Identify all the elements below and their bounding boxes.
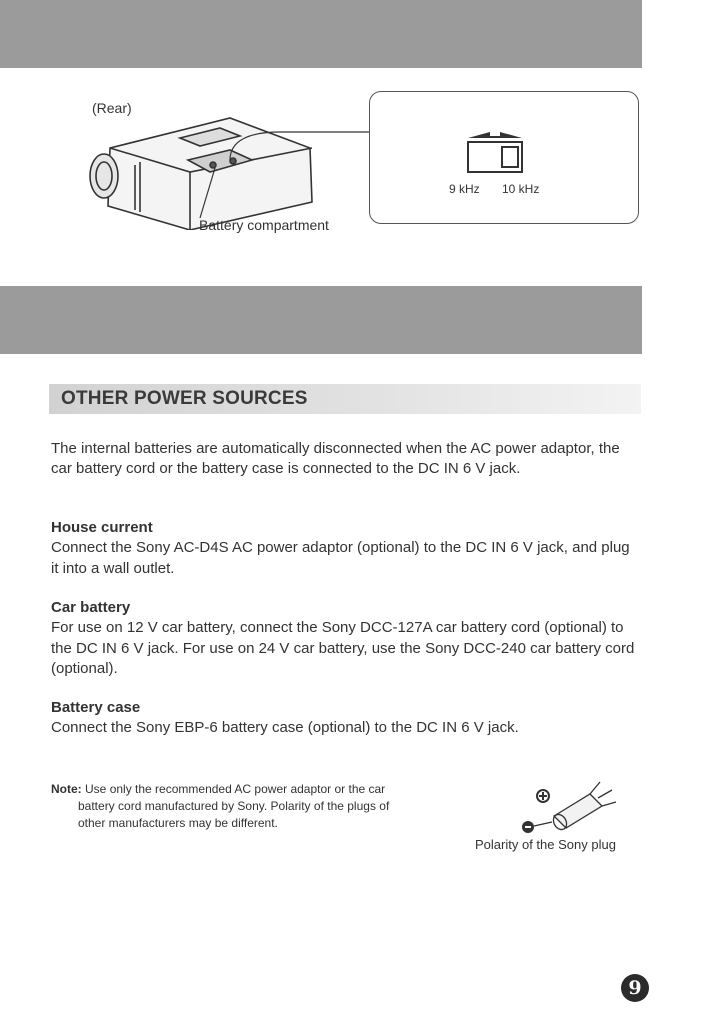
plug-caption: Polarity of the Sony plug bbox=[475, 837, 616, 852]
switch-label-10khz: 10 kHz bbox=[502, 182, 540, 196]
note-line-3: other manufacturers may be different. bbox=[78, 816, 278, 830]
note-line-2: battery cord manufactured by Sony. Polarity of the plugs of bbox=[78, 799, 390, 813]
house-current-title: House current bbox=[51, 519, 153, 536]
note-label: Note: bbox=[51, 782, 82, 796]
house-current-block bbox=[51, 518, 636, 579]
device-illustration bbox=[80, 110, 370, 230]
intro-paragraph: The internal batteries are automatically disconnected when the AC power adaptor, the car battery cord or the battery case is connected to the DC IN 6 V jack. bbox=[51, 440, 620, 478]
note-line-1: Use only the recommended AC power adaptor or the car bbox=[85, 782, 386, 796]
switch-label-9khz: 9 kHz bbox=[449, 182, 480, 196]
car-battery-text: For use on 12 V car battery, connect the Sony DCC-127A car battery cord (optional) to the DC IN 6 V jack. For use on 24 V car battery, use the Sony DCC-240 car battery cord (optional). bbox=[51, 619, 635, 677]
battery-case-block bbox=[51, 698, 636, 739]
car-battery-block bbox=[51, 598, 636, 679]
battery-case-text: Connect the Sony EBP-6 battery case (optional) to the DC IN 6 V jack. bbox=[51, 719, 519, 737]
section-title: OTHER POWER SOURCES bbox=[61, 388, 308, 409]
page-number: 9 bbox=[621, 974, 649, 1002]
frequency-switch-icon bbox=[450, 128, 540, 180]
battery-case-title: Battery case bbox=[51, 699, 141, 716]
house-current-text: Connect the Sony AC-D4S AC power adaptor (optional) to the DC IN 6 V jack, and plug it into a wall outlet. bbox=[51, 539, 630, 577]
rear-label: (Rear) bbox=[92, 100, 132, 116]
header-band bbox=[0, 0, 642, 68]
section-band bbox=[0, 286, 642, 354]
section-heading bbox=[49, 384, 641, 414]
battery-compartment-label: Battery compartment bbox=[199, 217, 329, 233]
car-battery-title: Car battery bbox=[51, 599, 131, 616]
plug-polarity-icon bbox=[512, 778, 622, 838]
note-block bbox=[51, 781, 491, 832]
